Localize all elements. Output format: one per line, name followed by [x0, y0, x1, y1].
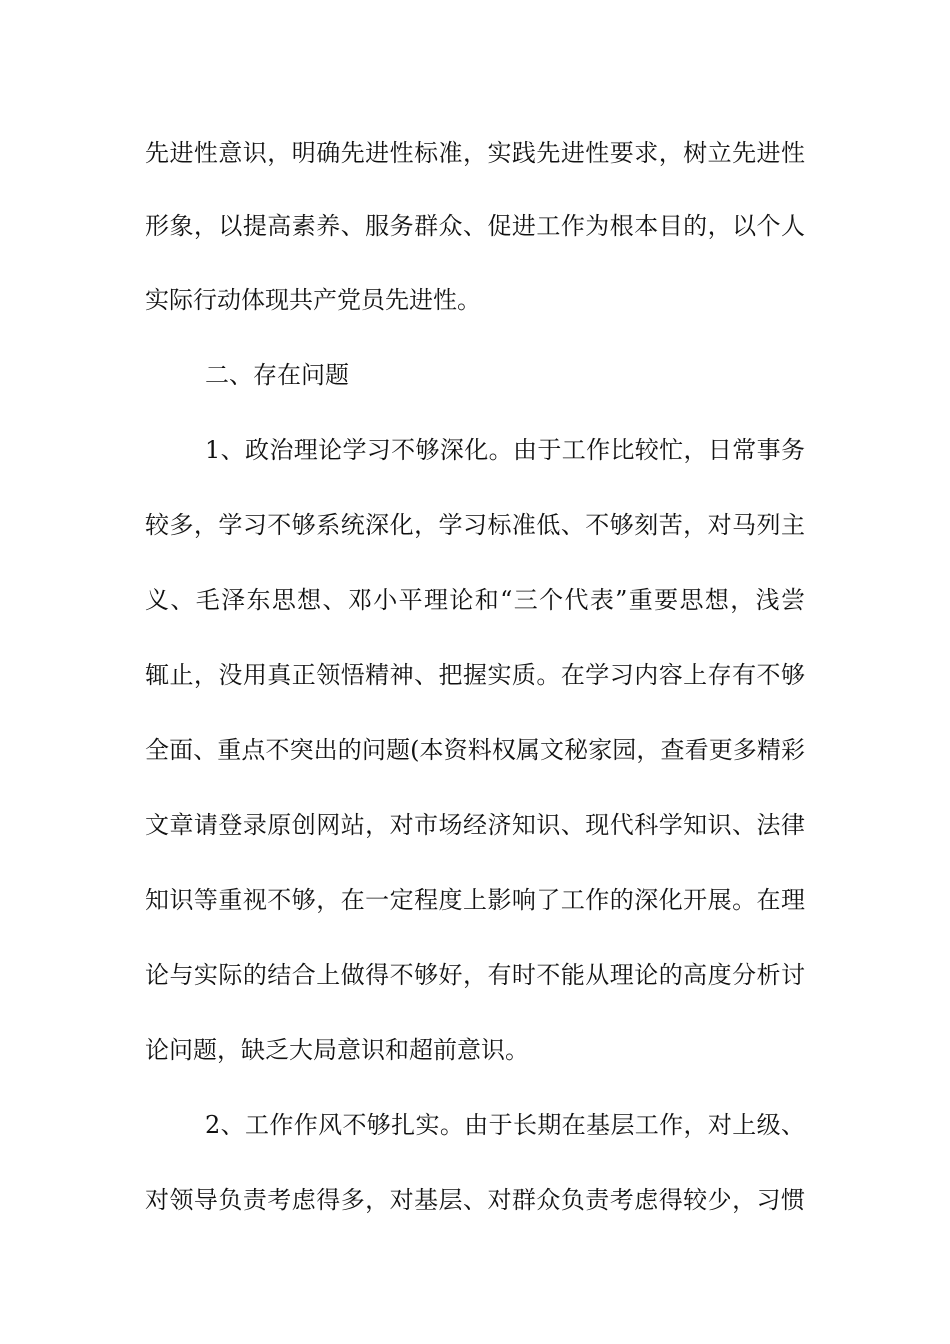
text-line-6: 较多，学习不够系统深化，学习标准低、不够刻苦，对马列主	[145, 511, 805, 539]
text-line-10: 文章请登录原创网站，对市场经济知识、现代科学知识、法律	[145, 811, 805, 839]
text-line-12: 论与实际的结合上做得不够好，有时不能从理论的高度分析讨	[145, 961, 805, 989]
text-line-11: 知识等重视不够，在一定程度上影响了工作的深化开展。在理	[145, 886, 805, 914]
text-line-14: 2、工作作风不够扎实。由于长期在基层工作，对上级、	[205, 1111, 805, 1139]
text-line-13: 论问题，缺乏大局意识和超前意识。	[145, 1036, 529, 1064]
text-line-8: 辄止，没用真正领悟精神、把握实质。在学习内容上存有不够	[145, 661, 805, 689]
text-line-3: 实际行动体现共产党员先进性。	[145, 286, 481, 314]
text-line-5: 1、政治理论学习不够深化。由于工作比较忙，日常事务	[205, 436, 805, 464]
text-line-15: 对领导负责考虑得多，对基层、对群众负责考虑得较少，习惯	[145, 1186, 805, 1214]
text-line-9: 全面、重点不突出的问题(本资料权属文秘家园，查看更多精彩	[145, 736, 805, 764]
text-line-1: 先进性意识，明确先进性标准，实践先进性要求，树立先进性	[145, 139, 805, 167]
text-line-2: 形象，以提高素养、服务群众、促进工作为根本目的，以个人	[145, 212, 805, 240]
section-heading: 二、存在问题	[205, 361, 349, 389]
text-line-7: 义、毛泽东思想、邓小平理论和“三个代表”重要思想，浅尝	[145, 586, 805, 614]
